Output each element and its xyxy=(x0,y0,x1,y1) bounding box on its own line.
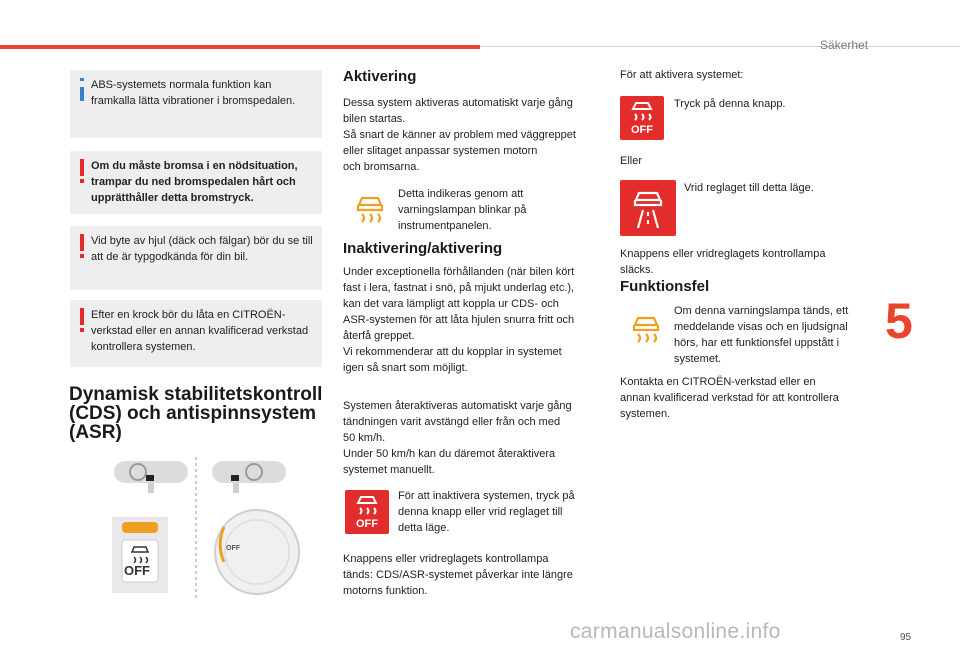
text-line: systemet. xyxy=(674,353,722,365)
funktionsfel-heading: Funktionsfel xyxy=(620,278,710,295)
text-line: Under 50 km/h kan du däremot återaktivera xyxy=(343,448,556,460)
text-line: återfå greppet. xyxy=(343,330,415,342)
text-line: igen så snart som möjligt. xyxy=(343,362,468,374)
text-line: annan kvalificerad verkstad för att kontrollera xyxy=(620,392,839,404)
skid-warning-icon xyxy=(350,192,390,226)
dial-position-icon xyxy=(620,180,676,236)
note-text: Efter en krock bör du låta en CITROËN-verkstad eller en annan kvalificerad verkstad kontrollera systemen. xyxy=(91,309,309,353)
text-line: systemet manuellt. xyxy=(343,464,435,476)
text-line: Detta indikeras genom att xyxy=(398,188,524,200)
text-line: eller slitaget anpassar systemen motorn xyxy=(343,145,538,157)
note-text: ABS-systemets normala funktion kan framkalla lätta vibrationer i bromspedalen. xyxy=(91,79,296,107)
text-line: kan det vara lämpligt att koppla ur CDS- och xyxy=(343,298,559,310)
activate-intro: För att aktivera systemet: xyxy=(620,69,744,81)
text-line: Vi rekommenderar att du kopplar in systemet xyxy=(343,346,562,358)
contact-text xyxy=(620,374,875,422)
esp-off-button xyxy=(620,96,664,140)
warning-note xyxy=(70,151,322,214)
warning-icon xyxy=(80,308,84,330)
text-line: Om denna varningslampa tänds, ett xyxy=(674,305,849,317)
warning-icon xyxy=(80,159,84,181)
traction-road-icon xyxy=(620,180,676,236)
text-line: systemen. xyxy=(620,408,671,420)
note-text: Vid byte av hjul (däck och fälgar) bör du se till att de är typgodkända för din bil. xyxy=(91,235,313,263)
lamp-on-text xyxy=(343,551,605,599)
text-line: Dessa system aktiveras automatiskt varje gång xyxy=(343,97,573,109)
deactivate-text xyxy=(398,488,603,536)
text-line: meddelande visas och en ljudsignal xyxy=(674,321,848,333)
skid-off-icon xyxy=(620,96,664,126)
watermark: carmanualsonline.info xyxy=(570,620,781,643)
off-button-label: OFF xyxy=(124,563,150,578)
text-line: tändningen varit avstängd eller från och med xyxy=(343,416,561,428)
header-rule xyxy=(480,46,960,47)
info-note xyxy=(70,70,322,138)
aktivering-text xyxy=(343,95,605,175)
text-line: Så snart de känner av problem med väggreppet xyxy=(343,129,576,141)
text-line: och bromsarna. xyxy=(343,161,420,173)
section-heading xyxy=(69,385,329,442)
inaktivering-text xyxy=(343,264,605,376)
text-line: Knappens eller vridreglagets kontrollampa xyxy=(620,248,826,260)
text-line: hörs, har ett funktionsfel uppstått i xyxy=(674,337,840,349)
warning-note xyxy=(70,300,322,367)
text-line: fast i lera, fastnat i snö, på mjukt underlag etc.), xyxy=(343,282,575,294)
text-line: Knappens eller vridreglagets kontrollampa xyxy=(343,553,549,565)
header-accent-bar xyxy=(0,45,480,49)
warning-note xyxy=(70,226,322,290)
aktivering-heading: Aktivering xyxy=(343,68,417,85)
reactivation-text xyxy=(343,398,605,478)
or-text: Eller xyxy=(620,155,643,167)
dial-off-label: OFF xyxy=(226,545,240,552)
controls-illustration xyxy=(112,505,312,600)
text-line: 50 km/h. xyxy=(343,432,386,444)
turn-text: Vrid reglaget till detta läge. xyxy=(684,182,814,194)
note-text: Om du måste bromsa i en nödsituation, trampar du ned bromspedalen hårt och upprätthåller detta bromstryck. xyxy=(91,160,298,204)
chapter-number: 5 xyxy=(885,293,913,349)
text-line: tänds: CDS/ASR-systemet påverkar inte längre xyxy=(343,569,573,581)
text-line: Systemen återaktiveras automatiskt varje gång xyxy=(343,400,572,412)
heading-line: (CDS) och antispinnsystem xyxy=(69,403,317,424)
text-line: Kontakta en CITROËN-verkstad eller en xyxy=(620,376,816,388)
text-line: instrumentpanelen. xyxy=(398,220,492,232)
text-line: denna knapp eller vrid reglaget till xyxy=(398,506,563,518)
text-line: släcks. xyxy=(620,264,654,276)
text-line: detta läge. xyxy=(398,522,450,534)
warning-icon xyxy=(80,234,84,256)
text-line: För att inaktivera systemen, tryck på xyxy=(398,490,575,502)
text-line: ASR-systemen för att låta hjulen snurra fritt och xyxy=(343,314,575,326)
steering-illustration xyxy=(112,455,312,505)
skid-off-icon xyxy=(345,490,389,520)
malfunction-text xyxy=(674,303,874,367)
text-line: varningslampan blinkar på xyxy=(398,204,527,216)
info-icon xyxy=(80,78,84,97)
off-label: OFF xyxy=(356,518,378,530)
lamp-off-text xyxy=(620,246,870,278)
indicator-text xyxy=(398,186,598,234)
esp-off-button xyxy=(345,490,389,534)
heading-line: (ASR) xyxy=(69,422,122,443)
skid-warning-icon xyxy=(626,312,666,346)
heading-line: Dynamisk stabilitetskontroll xyxy=(69,384,323,405)
text-line: bilen startas. xyxy=(343,113,406,125)
text-line: motorns funktion. xyxy=(343,585,428,597)
section-title: Säkerhet xyxy=(820,38,869,52)
press-text: Tryck på denna knapp. xyxy=(674,98,786,110)
page-number: 95 xyxy=(900,632,912,643)
inaktivering-heading: Inaktivering/aktivering xyxy=(343,240,503,257)
off-label: OFF xyxy=(631,124,653,136)
text-line: Under exceptionella förhållanden (när bilen kört xyxy=(343,266,575,278)
